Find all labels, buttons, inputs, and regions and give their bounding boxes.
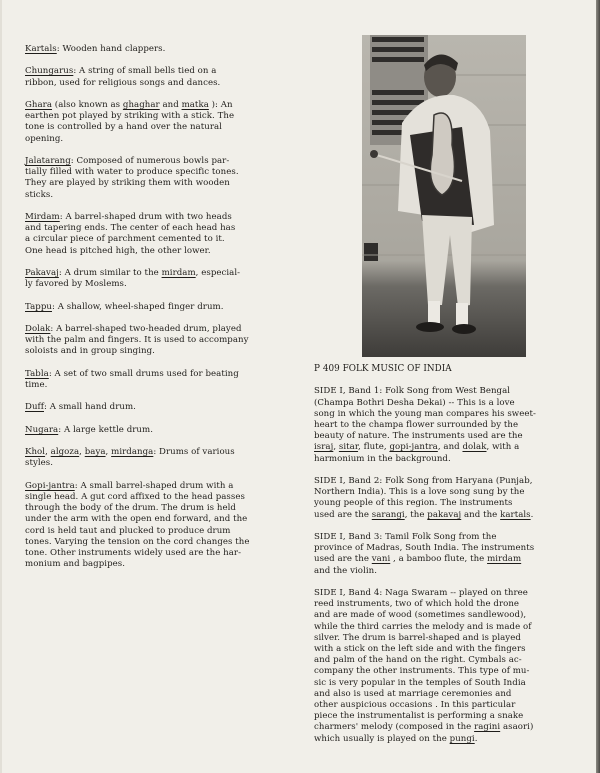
photo-musician-icon [362,35,526,357]
instrument-glossary [25,44,303,582]
musician-photo [362,35,526,357]
underlined-term: Nugara [25,424,59,435]
text-run: : Composed of numerous bowls par- tially filled with water to produce specific tones. They are played by striking them with wooden sticks. [25,155,239,200]
underlined-term: Kartals [25,44,57,54]
underlined-term: ghaghar [122,99,160,110]
paragraph [25,100,303,145]
text-run: : Drums of various styles. [25,447,235,469]
underlined-term: Gopi-jantra [25,480,75,491]
underlined-term: Jalatarang [25,155,71,166]
text-run: : A small barrel-shaped drum with a single head. A gut cord affixed to the head passes through the body of the drum. The drum is held under the arm with the open end forward, and the cord is held taut and plucked to produce drum tones. Varying the tension on the cord changes the tone. Other instruments widely used are the har- monium and bagpipes. [25,480,250,570]
paragraph [25,425,303,436]
text-run: : A barrel-shaped drum with two heads and tapering ends. The center of each head has a circular piece of parchment cemented to it. One head is pitched high, the other lower. [25,211,236,256]
underlined-term: Ghara [25,99,53,110]
underlined-term: mirdanga [111,447,154,458]
text-run: and the violin. [314,565,377,576]
band-notes [314,386,576,744]
underlined-term: Pakavaj [25,267,59,278]
text-run: ): An earthen pot played by striking with a stick. The tone is controlled by a hand over the natural opening. [25,99,235,144]
paragraph [25,324,303,358]
paragraph [314,532,576,577]
underlined-term: Duff [25,402,44,413]
text-run: , [45,447,51,458]
page-left-edge [0,0,2,773]
text-run: SIDE I, Band 2: Folk Song from Haryana (Punjab, Northern India). This is a love song sung by the young people of this region. The instruments used are the [314,476,533,520]
page-right-edge [596,0,600,773]
text-run: and [159,99,182,110]
text-run: : A set of two small drums used for beating time. [25,368,239,390]
text-run: , flute, [358,442,390,453]
paragraph [25,66,303,88]
text-run: SIDE I, Band 3: Tamil Folk Song from the province of Madras, South India. The instruments used are the [314,532,535,565]
text-run: , [79,447,85,458]
text-run: : Wooden hand clappers. [56,44,166,54]
underlined-term: gopi-jantra [389,442,438,453]
underlined-term: sitar [338,442,359,453]
paragraph [25,481,303,571]
text-run: , [105,447,112,458]
text-run: : A small hand drum. [44,402,136,413]
underlined-term: sarangi [371,509,405,520]
paragraph [314,588,576,745]
underlined-term: pungi [449,733,475,744]
paragraph [25,268,303,290]
underlined-term: mirdam [487,554,522,565]
text-run: , a bamboo flute, the [390,554,488,565]
text-run: and the [461,509,501,520]
paragraph [314,476,576,521]
text-run: SIDE I, Band 4: Naga Swaram -- played on three reed instruments, two of which hold the drone and are made of wood (sometimes sandlewood), while the third carries the melody and is made of silver. The drum is barrel-shaped and is played with a stick on the left side and with the fingers and palm of the hand on the right. Cymbals ac- company the other instruments. This type of mu- sic is very popular in the temples of South India and also is used at marriage ceremonies and other auspicious occasions . In this particular piece the instrumentalist is performing a snake charmers' melody (composed in the [314,588,532,733]
paragraph [25,447,303,469]
paragraph [25,302,303,313]
text-run: (also known as [52,99,123,110]
paragraph [25,156,303,201]
text-run: , [333,442,339,453]
underlined-term: Tappu [25,301,52,312]
paragraph [25,44,303,55]
underlined-term: baya [84,447,106,458]
underlined-term: Mirdam [25,211,60,222]
text-run: , with a harmonium in the background. [314,442,520,464]
text-run: . [530,509,534,520]
text-run: SIDE I, Band 1: Folk Song from West Bengal (Champa Bothri Desha Dekai) -- This is a love song in which the young man compares his sweet- heart to the champa flower surrounded by the beauty of nature. The instruments used are the [314,386,536,442]
text-run: , and [437,442,463,453]
paragraph [314,386,576,464]
text-run: : A large kettle drum. [58,424,153,435]
underlined-term: Chungarus [25,66,74,77]
text-run: , the [404,509,428,520]
text-run: : A string of small bells tied on a ribbon, used for religious songs and dances. [25,66,221,88]
text-run: . [474,733,478,744]
underlined-term: kartals [500,509,531,520]
underlined-term: dolak [462,442,487,453]
underlined-term: israj [314,442,334,453]
paragraph [25,402,303,413]
paragraph [25,369,303,391]
underlined-term: algoza [50,447,80,458]
underlined-term: ragini [474,722,501,733]
text-run: : A drum similar to the [58,267,162,278]
paragraph [25,212,303,257]
text-run: , especial- ly favored by Moslems. [25,267,241,290]
record-title: P 409 FOLK MUSIC OF INDIA [314,364,452,374]
text-run: asaori) which usually is played on the [314,722,534,744]
underlined-term: mirdam [161,267,196,278]
underlined-term: matka [181,99,209,110]
underlined-term: Dolak [25,323,51,334]
text-run: : A barrel-shaped two-headed drum, played with the palm and fingers. It is used to accompany soloists and in group singing. [25,323,249,357]
underlined-term: Tabla [25,368,49,379]
underlined-term: pakavaj [427,509,462,520]
text-run: : A shallow, wheel-shaped finger drum. [51,301,224,312]
underlined-term: vani [371,554,391,565]
record-notes [314,364,576,756]
underlined-term: Khol [25,447,46,458]
